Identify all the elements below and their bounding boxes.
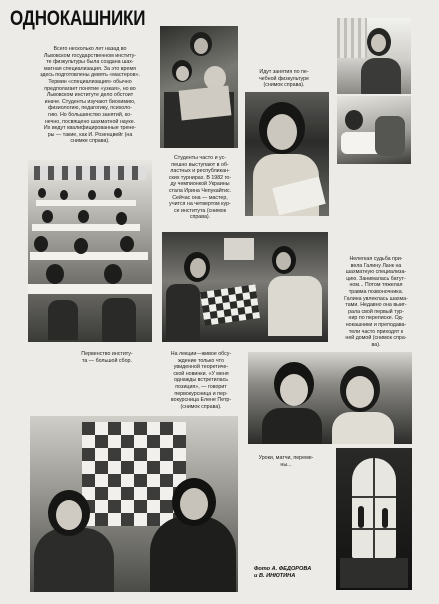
caption-tournaments: Студенты часто и ус- пешно выступают в об- ластных и республикан- ских турнирах. В 1982 го- ду чемпионкой Украины стала Ирина Чепукайтис. Сейчас она — мастер, учится на четвертом кур- се института (снимок справа). (168, 155, 232, 221)
photo-lecture-students (248, 352, 412, 444)
photo-arch-window (336, 448, 412, 590)
photo-girl-portrait (337, 18, 411, 94)
caption-lecture: На лекции—живое обсу- ждение только что увиденной теоретиче- ской новинки. «У меня однажды встретилась позиция», — говорит первокурсница и пер- вокурсница Елене Петр- (снимок справа). (170, 351, 232, 410)
photo-irina-chepukaitis (245, 92, 329, 216)
caption-galina-fate: Нелегкая судьба при- вела Галину Ланк на шахматную специализа- цию. Занималась батут- ном... Потом тяжелая травма позвоночника. Галина увлеклась шахма- тами. Недавно она выиг- рала свой первый тур- нир по переписке. Од- нокашники и преподава- тели часто приходят к ней домой (снимок спра- ва). (344, 256, 408, 348)
page-title: ОДНОКАШНИКИ (10, 6, 146, 30)
photo-galina-lank (162, 232, 328, 342)
caption-physical-therapy: Идут занятия по пе- чебной физкультуре (снимок справа). (258, 69, 310, 89)
caption-lessons: Уроки, матчи, переме- ны... (258, 455, 314, 468)
photo-coach-students (160, 26, 238, 148)
photo-credit: Фото А. ФЕДОРОВА и В. ИНЮТИНА (254, 566, 312, 579)
photo-demonstration-board (30, 416, 238, 592)
caption-championship: Первенство институ- та — большой сбор. (81, 351, 133, 364)
photo-tournament-hall (28, 160, 152, 342)
intro-text: Всего несколько лет назад во Львовском государственном институ- те физкультуры была создана шах- матная специализация. За это время здесь подготовлены девять «мастеров». Термин «специализация» обычно предполагает понятие «узкая», но во Львовском институте дело обстоит иначе. Студенты изучают биохимию, физиологию, педагогику, психоло- гию. Но большинство занятий, ко- нечно, посвящено шахматной науке. Их ведут квалифицированные трене- ры — такие, как И. Розенцвейг (на снимке справа). (40, 46, 140, 145)
photo-physical-therapy (337, 96, 411, 164)
